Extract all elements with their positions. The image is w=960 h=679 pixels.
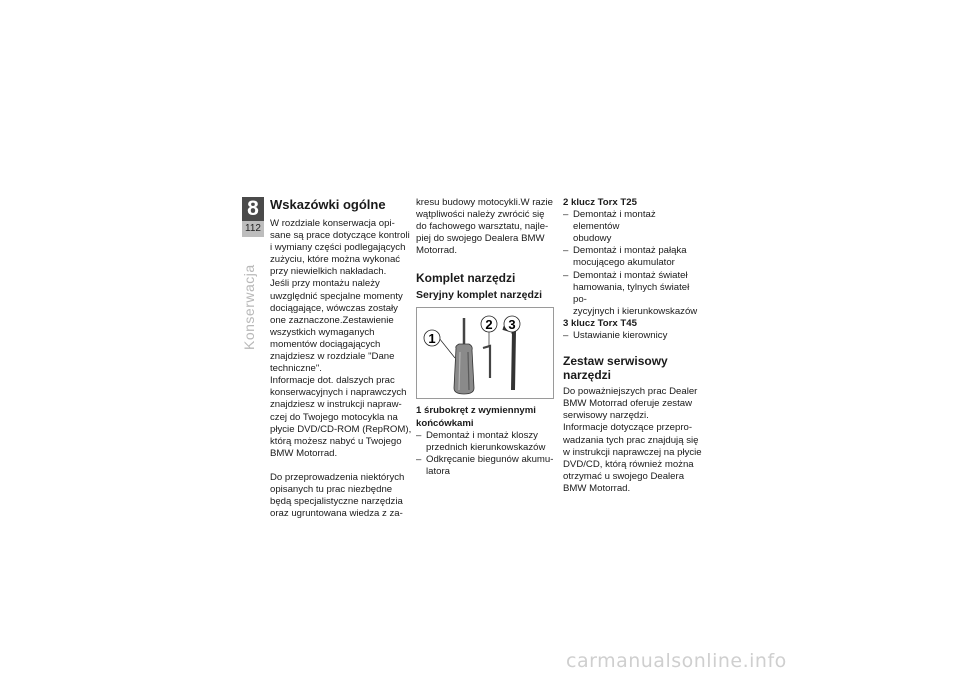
- list-item: – Demontaż i montaż świateł hamowania, tylnych świateł po- zycyjnych i kierunkowskazów: [563, 270, 703, 318]
- list-item: – Ustawianie kierownicy: [563, 330, 703, 342]
- callout-2: 2: [485, 317, 493, 333]
- torx-t25-uses-list: [563, 209, 703, 318]
- column-1: [270, 197, 412, 520]
- torx-t25-drawing: [483, 346, 490, 378]
- column-2: [416, 197, 554, 478]
- list-item: – Demontaż i montaż elementów obudowy: [563, 209, 703, 245]
- chapter-number: 8: [247, 197, 259, 220]
- toolkit-illustration: [417, 308, 553, 398]
- page-number: 112: [242, 221, 264, 237]
- figure-caption: 1 śrubokręt z wymiennymi końcówkami: [416, 405, 536, 429]
- toolkit-figure: [416, 307, 554, 399]
- screwdriver-drawing: [454, 318, 474, 394]
- section-title: Wskazówki ogólne: [270, 197, 386, 212]
- torx-t45-drawing: [503, 328, 514, 390]
- standard-toolkit-subheading: Seryjny komplet narzędzi: [416, 289, 543, 302]
- list-item: – Odkręcanie biegunów akumu- latora: [416, 454, 554, 478]
- continued-paragraph: kresu budowy motocykli.W razie wątpliwości należy zwrócić się do fachowego warsztatu, najle- piej do swojego Dealera BMW Motorrad.: [416, 197, 554, 257]
- watermark: carmanualsonline.info: [566, 650, 787, 672]
- torx-t45-uses-list: [563, 330, 703, 342]
- list-item: – Demontaż i montaż pałąka mocującego akumulator: [563, 245, 703, 269]
- service-kit-paragraph: Do poważniejszych prac Dealer BMW Motorrad oferuje zestaw serwisowy narzędzi. Informacje dotyczące przepro- wadzania tych prac znajdują się w instrukcji naprawczej na płycie DVD/CD, którą również można otrzymać u swojego Dealera BMW Motorrad.: [563, 386, 702, 494]
- column-3: [563, 197, 703, 495]
- torx-t45-title: 3 klucz Torx T45: [563, 317, 637, 329]
- torx-t25-title: 2 klucz Torx T25: [563, 197, 637, 208]
- screwdriver-uses-list: [416, 430, 554, 478]
- intro-paragraph: W rozdziale konserwacja opi- sane są prace dotyczące kontroli i wymiany części podlegających zużyciu, które można wykonać przy niewielkich nakładach. Jeśli przy montażu należy uwzględnić specjalne momenty dociągające, wówczas zostały one zaznaczone.Zestawienie wszystkich wymaganych momentów dociągających znajdziesz w rozdziale "Dane techniczne". Informacje dot. dalszych prac konserwacyjnych i naprawczych znajdziesz w instrukcji napraw- czej do Twojego motocykla na płycie DVD/CD-ROM (RepROM), którą możesz nabyć u Twojego BMW Motorrad.: [270, 218, 412, 459]
- list-item: – Demontaż i montaż kloszy przednich kierunkowskazów: [416, 430, 554, 454]
- service-kit-heading: Zestaw serwisowy narzędzi: [563, 354, 668, 383]
- callout-3: 3: [508, 317, 516, 333]
- toolkit-heading: Komplet narzędzi: [416, 271, 516, 286]
- callout-1: 1: [428, 331, 436, 347]
- tools-paragraph: Do przeprowadzenia niektórych opisanych tu prac niezbędne będą specjalistyczne narzędzia oraz ugruntowana wiedza z za-: [270, 471, 405, 520]
- chapter-side-label: Konserwacja: [241, 264, 257, 350]
- chapter-tab: [242, 197, 264, 237]
